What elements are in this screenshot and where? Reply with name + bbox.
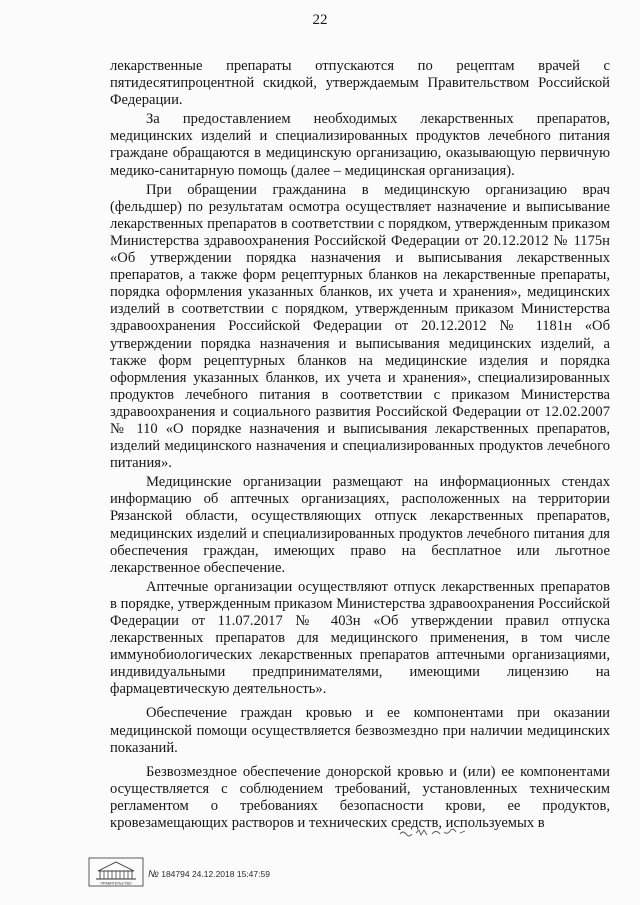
paragraph-6: Обеспечение граждан кровью и ее компонентами при оказании медицинской помощи осуществляется безвозмездно при наличии медицинских показаний.: [110, 705, 610, 756]
document-registration-info: [148, 869, 270, 880]
registration-number-and-timestamp: 184794 24.12.2018 15:47:59: [161, 869, 270, 879]
page-number: 22: [312, 12, 328, 28]
government-building-seal-icon: [88, 857, 144, 887]
paragraph-3: При обращении гражданина в медицинскую организацию врач (фельдшер) по результатам осмотра осуществляет назначение и выписывание лекарственных препаратов в соответствии с порядком, утвержденным приказом Министерства здравоохранения Российской Федерации от 20.12.2012 № 1175н «Об утверждении порядка назначения и выписывания лекарственных препаратов, а также форм рецептурных бланков на лекарственные препараты, порядка оформления указанных бланков, их учета и хранения», медицинских изделий в соответствии с порядком, утвержденным приказом Министерства здравоохранения Российской Федерации от 20.12.2012 № 1181н «Об утверждении порядка назначения и выписывания медицинских изделий, а также форм рецептурных бланков на медицинские изделия и порядка оформления указанных бланков, их учета и хранения», специализированных продуктов лечебного питания в соответствии с приказом Министерства здравоохранения и социального развития Российской Федерации от 12.02.2007 № 110 «О порядке назначения и выписывания лекарственных препаратов, изделий медицинского назначения и специализированных продуктов лечебного питания».: [110, 181, 610, 472]
document-body: [110, 58, 610, 832]
paragraph-4: Медицинские организации размещают на информационных стендах информацию об аптечных организациях, расположенных на территории Рязанской области, осуществляющих отпуск лекарственных препаратов, медицинских изделий и специализированных продуктов лечебного питания для обеспечения граждан, имеющих право на бесплатное или льготное лекарственное обеспечение.: [110, 474, 610, 576]
svg-text:ПРАВИТЕЛЬСТВО: ПРАВИТЕЛЬСТВО: [100, 881, 132, 886]
paragraph-5: Аптечные организации осуществляют отпуск лекарственных препаратов в порядке, утвержденным приказом Министерства здравоохранения Российской Федерации от 11.07.2017 № 403н «Об утверждении правил отпуска лекарственных препаратов для медицинского применения, в том числе иммунобиологических лекарственных препаратов аптечными организациями, индивидуальными предпринимателями, имеющими лицензию на фармацевтическую деятельность».: [110, 578, 610, 698]
paragraph-1: лекарственные препараты отпускаются по рецептам врачей с пятидесятипроцентной скидкой, утверждаемым Правительством Российской Федерации.: [110, 58, 610, 109]
number-sign: №: [148, 869, 159, 880]
paragraph-7: Безвозмездное обеспечение донорской кровью и (или) ее компонентами осуществляется с соблюдением требований, установленных техническим регламентом о требованиях безопасности крови, ее продуктов, кровезамещающих растворов и технических средств, используемых в: [110, 763, 610, 832]
document-footer: [88, 857, 508, 891]
handwritten-mark: [398, 826, 468, 838]
paragraph-2: За предоставлением необходимых лекарственных препаратов, медицинских изделий и специализированных продуктов лечебного питания граждане обращаются в медицинскую организацию, оказывающую первичную медико-санитарную помощь (далее – медицинская организация).: [110, 111, 610, 179]
